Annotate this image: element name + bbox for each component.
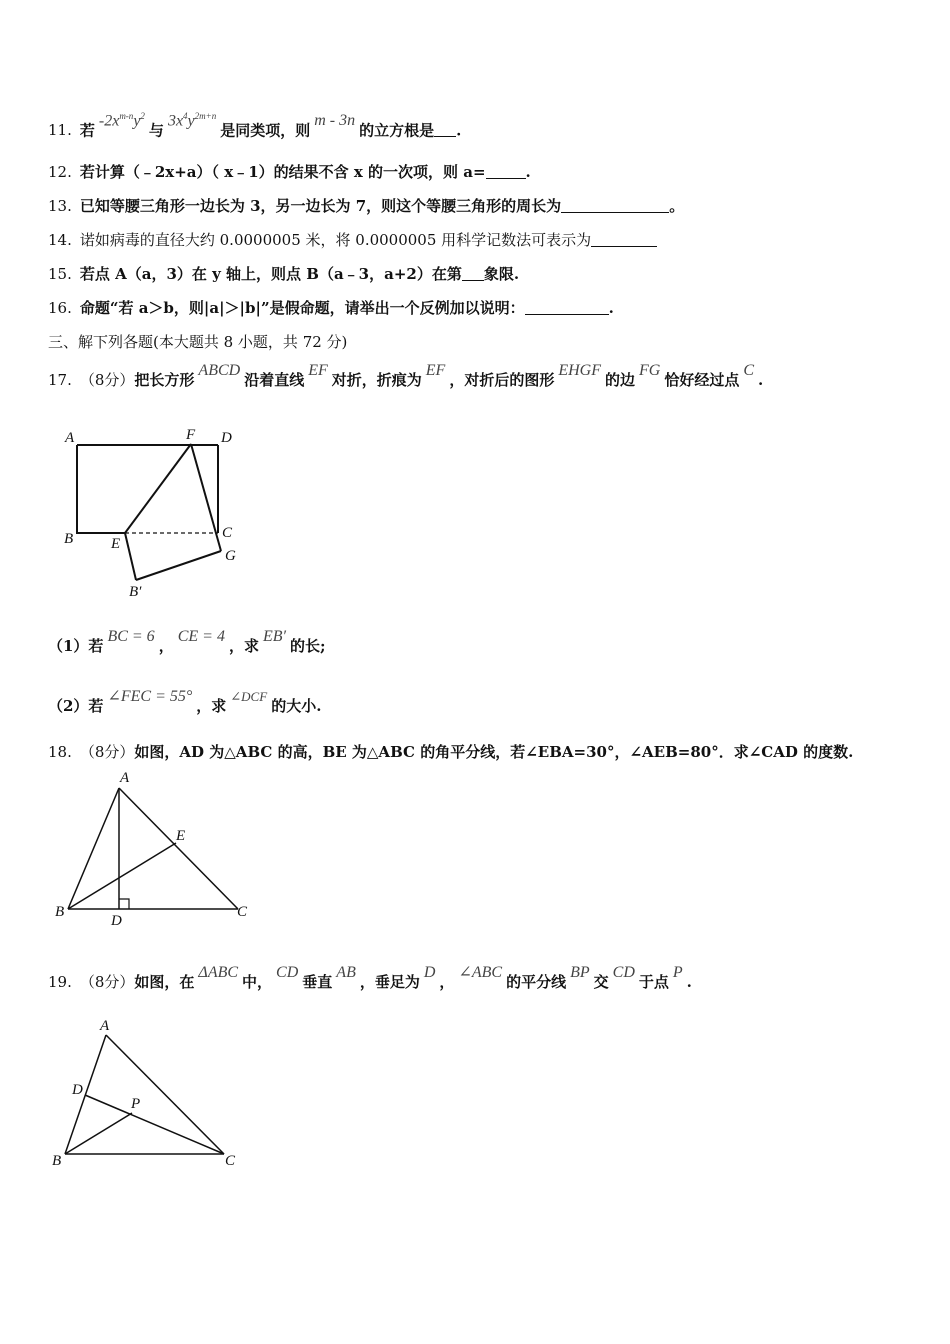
question-16: 16. 命题“若 a＞b，则|a|＞|b|”是假命题，请举出一个反例加以说明： . (48, 299, 614, 317)
side-ac (119, 788, 238, 909)
label-c: C (222, 525, 233, 541)
label-a: A (100, 1018, 110, 1034)
edge-fg (191, 444, 221, 551)
section-heading: 三、解下列各题(本大题共 8 小题，共 72 分) (48, 333, 348, 351)
answer-blank (591, 232, 657, 247)
figure-17-folded-rectangle (55, 420, 255, 605)
question-17: 17. （8分）把长方形ABCD沿着直线EF对折，折痕为EF，对折后的图形EHGF的边FG恰好经过点C. (48, 362, 764, 389)
label-b: B (52, 1153, 62, 1169)
figure-19-triangle (48, 1015, 248, 1175)
side-ac (106, 1035, 224, 1154)
label-b: B (64, 531, 74, 547)
question-11: 11. 若$-2x^{m-n}y^2$与$3x^4y^{2m+n}$是同类项，则m - 3n的立方根是 . (48, 116, 461, 141)
side-ab (68, 788, 119, 909)
edge-gh (136, 551, 221, 580)
question-number: 17. (48, 371, 72, 389)
question-12: 12. 若计算（﹣2x+a）（ x﹣1）的结果不含 x 的一次项，则 a= . (48, 163, 531, 181)
figure-18-triangle (52, 768, 262, 928)
label-e: E (176, 828, 186, 844)
question-14: 14. 诺如病毒的直径大约 0.0000005 米，将 0.0000005 用科学记数法可表示为 (48, 230, 657, 250)
label-c: C (225, 1153, 236, 1169)
label-a: A (120, 770, 130, 786)
fold-line-ef (125, 444, 191, 533)
rect-left-edges (77, 445, 125, 533)
question-13: 13. 已知等腰三角形一边长为 3，另一边长为 7，则这个等腰三角形的周长为 。 (48, 197, 685, 215)
bisector-bp (65, 1113, 132, 1154)
label-c: C (237, 904, 248, 920)
math-expression: $3x^4y^{2m+n}$ (167, 111, 217, 130)
question-number: 19. (48, 973, 72, 991)
label-e: E (111, 536, 121, 552)
question-number: 15. (48, 265, 72, 283)
question-19: 19. （8分）如图，在ΔABC中，CD垂直AB，垂足为D，∠ABC的平分线BP交CD于点P. (48, 964, 692, 991)
label-p: P (131, 1096, 141, 1112)
label-g: G (225, 548, 236, 564)
answer-blank (462, 266, 484, 281)
label-b: B (55, 904, 65, 920)
answer-blank (561, 198, 669, 213)
label-d: D (72, 1082, 83, 1098)
question-17-part-1: （1）若BC = 6，CE = 4，求EB′的长; (48, 628, 326, 655)
question-number: 18. (48, 743, 72, 761)
label-a: A (65, 430, 75, 446)
label-d: D (221, 430, 232, 446)
question-number: 11. (48, 121, 72, 140)
question-number: 14. (48, 231, 72, 249)
question-number: 13. (48, 197, 72, 215)
right-angle-mark (119, 899, 129, 909)
question-18: 18. （8分）如图，AD 为△ABC 的高，BE 为△ABC 的角平分线，若∠EBA=30°，∠AEB=80°．求∠CAD 的度数. (48, 743, 854, 761)
question-15: 15. 若点 A（a，3）在 y 轴上，则点 B（a﹣3，a+2）在第 象限. (48, 265, 520, 283)
label-d: D (111, 913, 122, 928)
edge-he (125, 533, 136, 580)
label-f: F (186, 427, 196, 443)
question-number: 16. (48, 299, 72, 317)
math-expression: $-2x^{m-n}y^2$ (98, 111, 145, 130)
answer-blank (486, 164, 526, 179)
answer-blank (525, 300, 609, 315)
answer-blank (434, 122, 456, 137)
math-expression: m - 3n (314, 112, 356, 130)
label-b-prime: B′ (129, 584, 142, 600)
question-number: 12. (48, 163, 72, 181)
question-17-part-2: （2）若∠FEC = 55°，求∠DCF的大小. (48, 688, 322, 715)
segment-cd (85, 1095, 224, 1154)
